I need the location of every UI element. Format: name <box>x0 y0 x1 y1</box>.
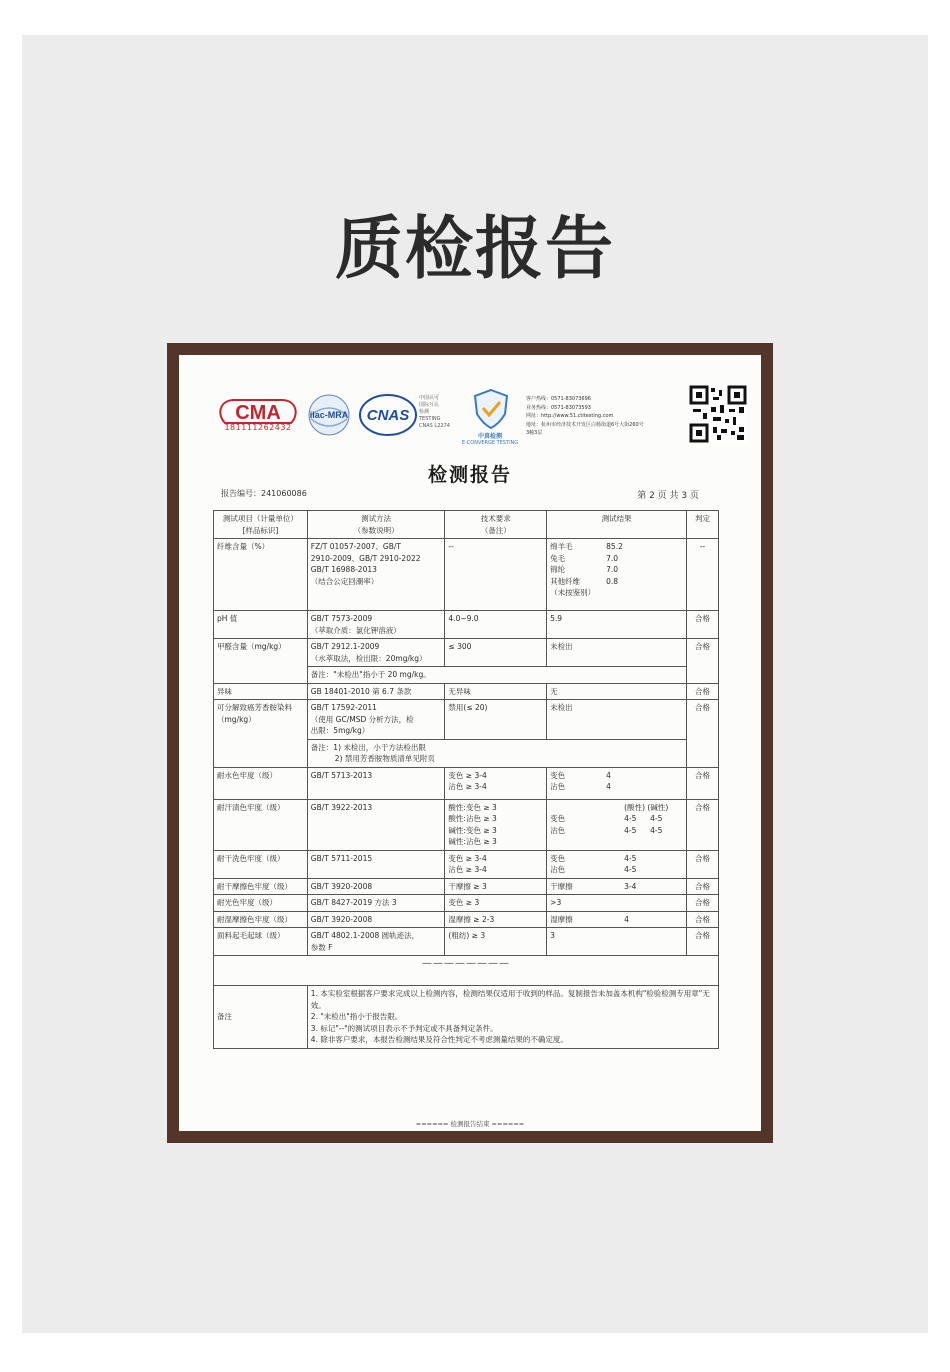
table-row: 耐光色牢度（级） GB/T 8427-2019 方法 3 变色 ≥ 3 >3 合格 <box>214 895 719 912</box>
table-row: 异味 GB 18401-2010 第 6.7 条款 无异味 无 合格 <box>214 683 719 700</box>
header-result: 测试结果 <box>547 511 687 539</box>
table-row: 甲醛含量（mg/kg） GB/T 2912.1-2009 （水萃取法，检出限：20mg/kg） ≤ 300 未检出 合格 <box>214 639 719 667</box>
report-page-number: 第 2 页 共 3 页 <box>637 491 699 501</box>
certification-logos <box>219 385 729 445</box>
cma-text: CMA <box>235 402 281 424</box>
report-frame <box>167 343 773 1143</box>
report-end-marker: ====== 检测报告结束 ====== <box>415 1120 525 1128</box>
report-paper <box>179 355 761 1131</box>
table-row: 耐水色牢度（级） GB/T 5713-2013 变色 ≥ 3-4 沾色 ≥ 3-4 变色 4 沾色 4 合格 <box>214 767 719 799</box>
header-requirement: 技术要求 （备注） <box>445 511 547 539</box>
table-row: pH 值 GB/T 7573-2009 （萃取介质：氯化钾溶液） 4.0~9.0 5.9 合格 <box>214 611 719 639</box>
table-row: 耐干洗色牢度（级） GB/T 5711-2015 变色 ≥ 3-4 沾色 ≥ 3-4 变色 4-5 沾色 4-5 合格 <box>214 850 719 878</box>
ilac-logo <box>305 393 353 441</box>
table-row: 面料起毛起球（级） GB/T 4802.1-2008 圆轨迹法， 参数 F (粗纺) ≥ 3 3 合格 <box>214 928 719 956</box>
report-number: 报告编号：241060086 <box>221 489 307 498</box>
page-title: 质检报告 <box>334 210 615 289</box>
shield-logo-icon <box>471 388 511 434</box>
table-row: 可分解致癌芳香胺染料（mg/kg） GB/T 17592-2011 （使用 GC/MSD 分析方法，检 出限：5mg/kg） 禁用(≤ 20) 未检出 合格 <box>214 700 719 740</box>
divider-row: ———————— <box>214 956 719 986</box>
table-row: 耐干摩擦色牢度（级） GB/T 3920-2008 干摩擦 ≥ 3 干摩擦 3-4 合格 <box>214 878 719 895</box>
cnas-accreditation-text: 中国认可 国际互认 检测 TESTING CNAS L2274 <box>419 395 450 429</box>
table-note-row: 备注：1) 未检出，小于方法检出限 2) 禁用芳香胺物质清单见附页 <box>214 739 719 767</box>
test-results-table <box>213 510 719 1049</box>
svg-text:ilac-MRA: ilac-MRA <box>309 410 349 420</box>
shield-logo-text: 中真检测 E-CONVERGE TESTING <box>461 433 519 446</box>
header-verdict: 判定 <box>687 511 719 539</box>
table-row: 耐汗渍色牢度（级） GB/T 3922-2013 酸性:变色 ≥ 3 酸性:沾色 ≥ 3 碱性:变色 ≥ 3 碱性:沾色 ≥ 3 (酸性) (碱性) 变色 4-5 4-5 沾色 4-5 4-5 合格 <box>214 799 719 850</box>
cnas-logo <box>359 393 417 441</box>
table-header-row <box>214 511 719 539</box>
lab-contact-info: 客户热线：0571-83073696 业务热线：0571-83073593 网址：http://www.51.ctitesting.com 地址：杭州市经济技术开发区白杨街道6号大街260号 3幢3层 <box>526 396 644 436</box>
table-row: 耐湿摩擦色牢度（级） GB/T 3920-2008 湿摩擦 ≥ 2-3 湿摩擦 4 合格 <box>214 911 719 928</box>
qr-code-icon <box>689 385 747 447</box>
table-row: 纤维含量（%） FZ/T 01057-2007、GB/T 2910-2009、GB/T 2910-2022 GB/T 16988-2013 （结合公定回潮率） -- 绵羊毛 85.2 兔毛 7.0 锦纶 7.0 其他纤维 0.8 （未按鉴别） -- <box>214 539 719 611</box>
svg-text:CNAS: CNAS <box>366 407 410 424</box>
report-title: 检测报告 <box>427 464 512 486</box>
remarks-row: 备注 1. 本实验室根据客户要求完成以上检测内容，检测结果仅适用于收到的样品。复制报告未加盖本机构"检验检测专用章"无效。 2. "未检出"指小于报告限。 3. 标记"--"的测试项目表示不予判定或不具备判定条件。 4. 除非客户要求，本报告检测结果及符合性判定不考虑测量结果的不确定度。 <box>214 986 719 1049</box>
table-note-row: 备注："未检出"指小于 20 mg/kg。 <box>214 667 719 684</box>
header-item: 测试项目（计量单位） [样品标识] <box>214 511 308 539</box>
header-method: 测试方法 （参数说明） <box>307 511 445 539</box>
cma-number: 181111262432 <box>224 423 292 432</box>
